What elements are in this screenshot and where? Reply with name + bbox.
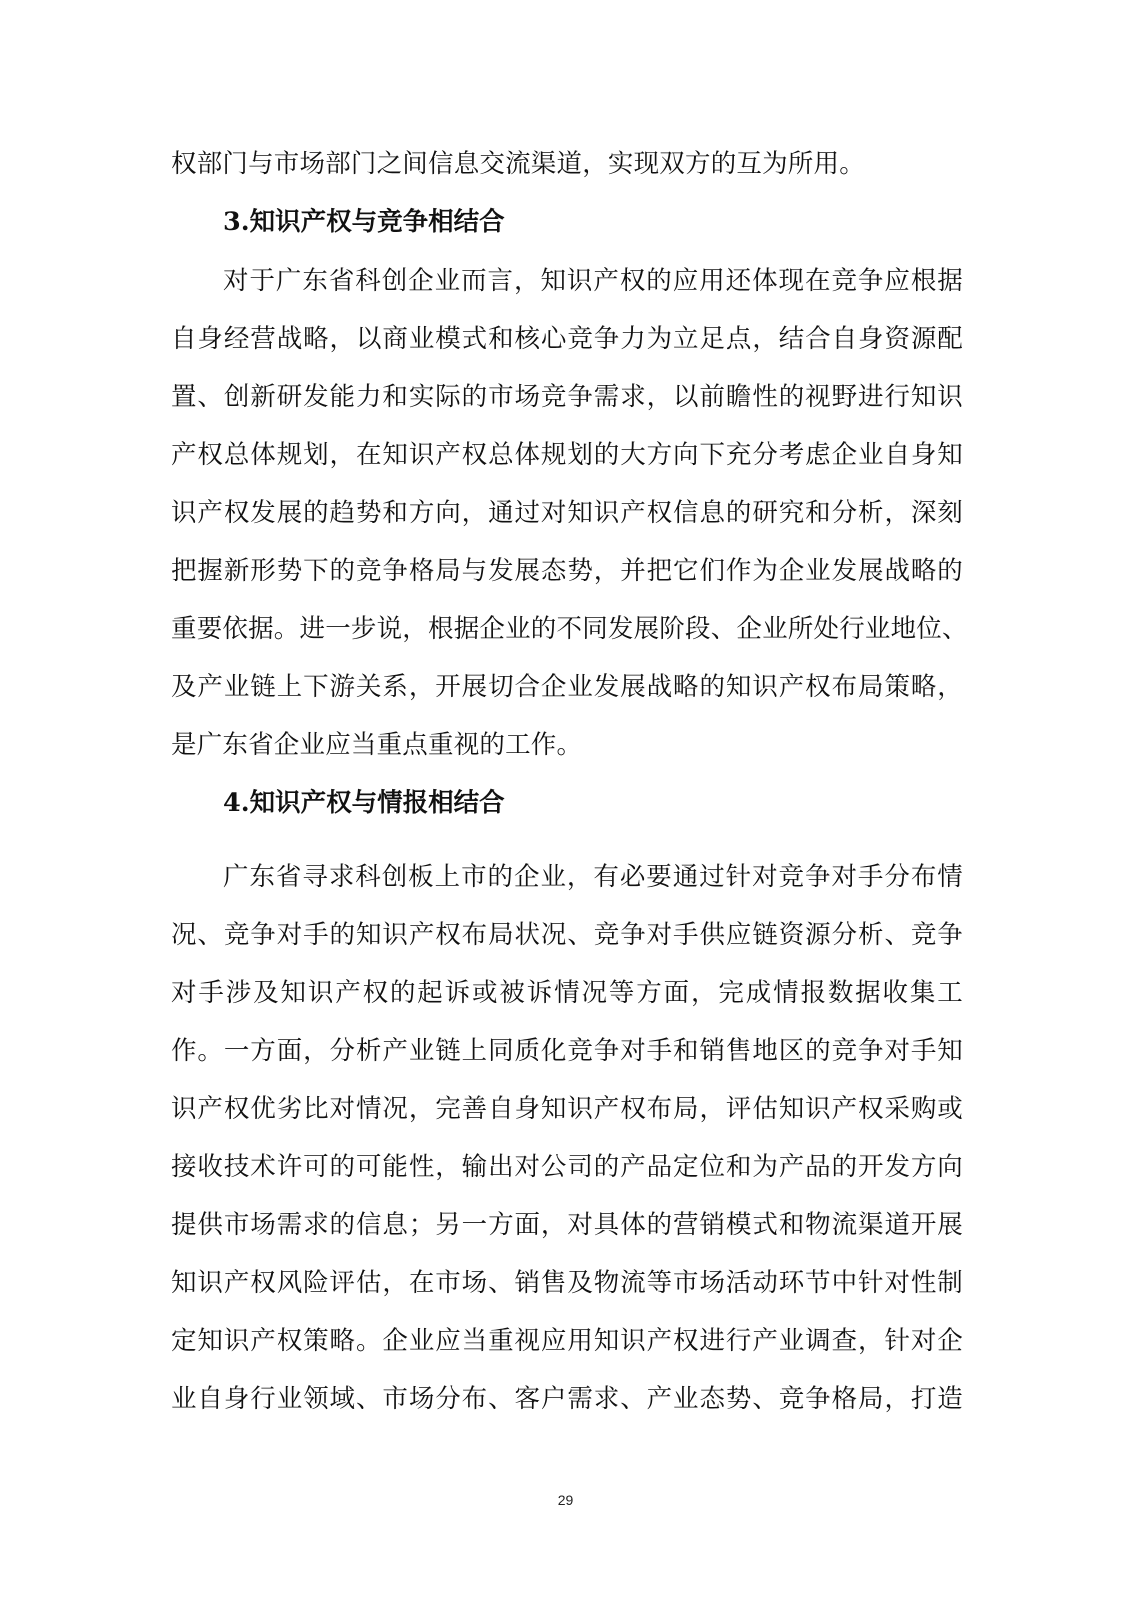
paragraph-line: 置、创新研发能力和实际的市场竞争需求，以前瞻性的视野进行知识 — [171, 382, 963, 412]
paragraph-line: 把握新形势下的竞争格局与发展态势，并把它们作为企业发展战略的 — [171, 556, 963, 586]
paragraph-line: 识产权发展的趋势和方向，通过对知识产权信息的研究和分析，深刻 — [171, 498, 963, 528]
paragraph-line: 是广东省企业应当重点重视的工作。 — [171, 730, 583, 760]
section-heading-4: 4.知识产权与情报相结合 — [223, 788, 505, 818]
paragraph-line: 对手涉及知识产权的起诉或被诉情况等方面，完成情报数据收集工 — [171, 978, 963, 1008]
paragraph-line: 重要依据。进一步说，根据企业的不同发展阶段、企业所处行业地位、 — [171, 614, 968, 644]
page-number: 29 — [557, 1492, 574, 1508]
paragraph-line: 接收技术许可的可能性，输出对公司的产品定位和为产品的开发方向 — [171, 1152, 963, 1182]
paragraph-line: 作。一方面，分析产业链上同质化竞争对手和销售地区的竞争对手知 — [171, 1036, 963, 1066]
paragraph-line: 产权总体规划，在知识产权总体规划的大方向下充分考虑企业自身知 — [171, 440, 963, 470]
paragraph-line: 提供市场需求的信息；另一方面，对具体的营销模式和物流渠道开展 — [171, 1210, 963, 1240]
paragraph-line: 业自身行业领域、市场分布、客户需求、产业态势、竞争格局，打造 — [171, 1384, 963, 1414]
section-heading-3: 3.知识产权与竞争相结合 — [223, 207, 505, 237]
paragraph-line: 自身经营战略，以商业模式和核心竞争力为立足点，结合自身资源配 — [171, 324, 963, 354]
paragraph-line: 广东省寻求科创板上市的企业，有必要通过针对竞争对手分布情 — [223, 862, 963, 892]
paragraph-line: 识产权优劣比对情况，完善自身知识产权布局，评估知识产权采购或 — [171, 1094, 963, 1124]
paragraph-line: 对于广东省科创企业而言，知识产权的应用还体现在竞争应根据 — [223, 266, 963, 296]
paragraph-line: 定知识产权策略。企业应当重视应用知识产权进行产业调查，针对企 — [171, 1326, 963, 1356]
paragraph-line: 况、竞争对手的知识产权布局状况、竞争对手供应链资源分析、竞争 — [171, 920, 963, 950]
paragraph-line: 权部门与市场部门之间信息交流渠道，实现双方的互为所用。 — [171, 149, 865, 179]
paragraph-line: 及产业链上下游关系，开展切合企业发展战略的知识产权布局策略， — [171, 672, 963, 702]
paragraph-line: 知识产权风险评估，在市场、销售及物流等市场活动环节中针对性制 — [171, 1268, 963, 1298]
